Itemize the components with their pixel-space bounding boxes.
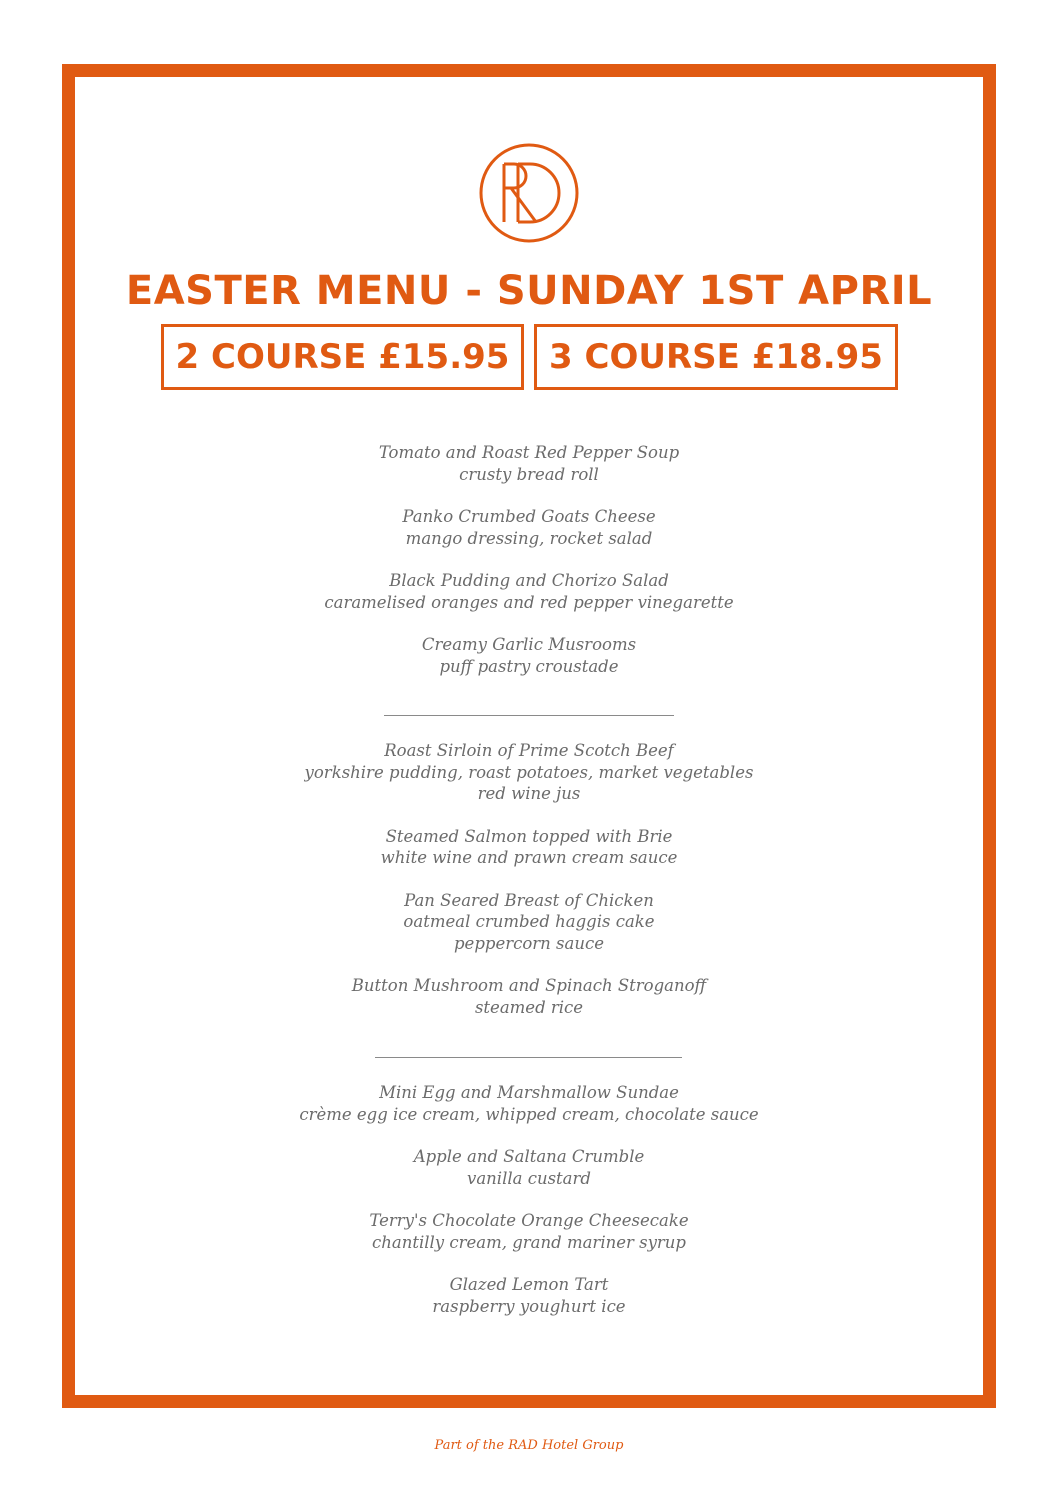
dish-name: Apple and Saltana Crumble bbox=[413, 1147, 645, 1166]
rad-monogram-icon bbox=[478, 142, 580, 244]
dish-description: chantilly cream, grand mariner syrup bbox=[372, 1232, 686, 1252]
dish-description: mango dressing, rocket salad bbox=[405, 528, 653, 548]
dish-name: Terry's Chocolate Orange Cheesecake bbox=[369, 1211, 689, 1230]
menu-item bbox=[0, 1082, 1058, 1125]
menu-item bbox=[0, 570, 1058, 613]
dish-name: Pan Seared Breast of Chicken bbox=[404, 890, 654, 910]
dish-description: yorkshire pudding, roast potatoes, market vegetables bbox=[304, 762, 754, 782]
dish-name: Button Mushroom and Spinach Stroganoff bbox=[351, 976, 707, 995]
dish-name: Panko Crumbed Goats Cheese bbox=[402, 507, 656, 526]
dish-description: red wine jus bbox=[477, 784, 581, 803]
dish-name: Black Pudding and Chorizo Salad bbox=[389, 571, 669, 590]
dish-description: caramelised oranges and red pepper vinegarette bbox=[324, 592, 734, 612]
menu-item bbox=[0, 826, 1058, 869]
menu-item bbox=[0, 1274, 1058, 1317]
dish-description: white wine and prawn cream sauce bbox=[380, 848, 678, 867]
dish-description: steamed rice bbox=[474, 997, 584, 1017]
menu-item bbox=[0, 442, 1058, 485]
footer-text: Part of the RAD Hotel Group bbox=[434, 1438, 624, 1453]
dish-description: peppercorn sauce bbox=[454, 933, 604, 953]
dish-description: crème egg ice cream, whipped cream, chocolate sauce bbox=[299, 1104, 759, 1124]
dish-description: raspberry youghurt ice bbox=[432, 1296, 626, 1316]
dish-name: Roast Sirloin of Prime Scotch Beef bbox=[384, 741, 674, 760]
three-course-price: 3 COURSE £18.95 bbox=[534, 324, 898, 390]
desserts-section bbox=[0, 1082, 1058, 1317]
menu-title: EASTER MENU - SUNDAY 1ST APRIL bbox=[125, 268, 933, 314]
menu-item bbox=[0, 506, 1058, 549]
dish-description: crusty bread roll bbox=[459, 464, 599, 484]
menu-item bbox=[0, 634, 1058, 677]
menu-item bbox=[0, 1146, 1058, 1189]
dish-description: oatmeal crumbed haggis cake bbox=[403, 912, 655, 931]
dish-name: Mini Egg and Marshmallow Sundae bbox=[379, 1083, 679, 1102]
mains-section bbox=[0, 740, 1058, 1018]
dish-name: Steamed Salmon topped with Brie bbox=[385, 826, 673, 846]
starters-section bbox=[0, 442, 1058, 677]
dish-name: Tomato and Roast Red Pepper Soup bbox=[378, 443, 680, 462]
section-divider bbox=[375, 1057, 682, 1058]
menu-item bbox=[0, 740, 1058, 805]
menu-item bbox=[0, 890, 1058, 955]
menu-item bbox=[0, 975, 1058, 1018]
dish-name: Creamy Garlic Musrooms bbox=[421, 635, 637, 654]
menu-item bbox=[0, 1210, 1058, 1253]
dish-name: Glazed Lemon Tart bbox=[449, 1275, 609, 1294]
dish-description: puff pastry croustade bbox=[439, 656, 619, 676]
section-divider bbox=[384, 715, 674, 716]
two-course-price: 2 COURSE £15.95 bbox=[161, 324, 524, 390]
dish-description: vanilla custard bbox=[467, 1168, 591, 1188]
